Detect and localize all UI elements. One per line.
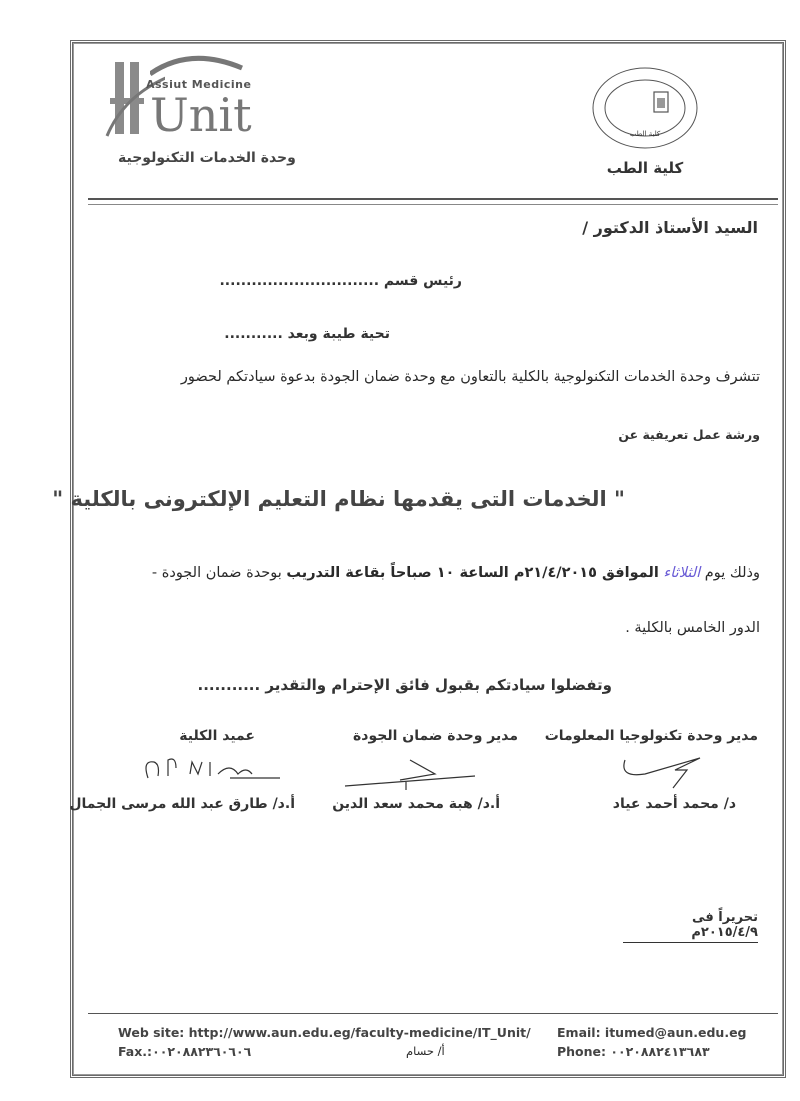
signatory-2-title: مدير وحدة ضمان الجودة [353, 728, 518, 744]
handwritten-day: الثلاثاء [663, 565, 701, 581]
signature-3-icon [140, 752, 285, 788]
closing-line: وتفضلوا سيادتكم بقبول فائق الإحترام والتقدير ........... [197, 676, 612, 694]
body-paragraph-1: تتشرف وحدة الخدمات التكنولوجية بالكلية بالتعاون مع وحدة ضمان الجودة بدعوة سيادتكم لحضور [180, 369, 760, 385]
footer-preparer: أ/ حسام [406, 1044, 445, 1058]
schedule-suffix: بوحدة ضمان الجودة - [151, 565, 282, 581]
signatory-2-name: أ.د/ هبة محمد سعد الدين [332, 796, 500, 812]
schedule-line [60, 565, 760, 581]
schedule-prefix: وذلك يوم [704, 565, 760, 581]
schedule-datetime: الموافق ٢١/٤/٢٠١٥م الساعة ١٠ صباحاً بقاعة التدريب [286, 565, 659, 581]
issue-date: تحريراً فى ٢٠١٥/٤/٩م [623, 910, 758, 943]
header-divider [88, 198, 778, 205]
logo-brand-small: Assiut Medicine [146, 78, 252, 91]
footer-email: Email: itumed@aun.edu.eg [557, 1025, 747, 1040]
workshop-title: " الخدمات التى يقدمها نظام التعليم الإلكترونى بالكلية " [52, 487, 625, 511]
faculty-seal-icon [590, 62, 700, 154]
department-line: رئيس قسم .............................. [219, 273, 462, 289]
signature-2-icon [340, 752, 480, 792]
it-unit-arabic-title: وحدة الخدمات التكنولوجية [118, 150, 296, 166]
signatory-1-name: د/ محمد أحمد عياد [612, 796, 736, 812]
salutation: السيد الأستاذ الدكتور / [582, 218, 758, 237]
logo-brand-large: Unit [150, 88, 252, 142]
svg-text:كلية الطب: كلية الطب [629, 130, 661, 138]
signatory-1-title: مدير وحدة تكنولوجيا المعلومات [544, 728, 758, 744]
footer-divider [88, 1013, 778, 1014]
greeting: تحية طيبة وبعد ........... [224, 326, 390, 342]
footer-website: Web site: http://www.aun.edu.eg/faculty-medicine/IT_Unit/ [118, 1025, 531, 1040]
signature-1-icon [615, 748, 705, 790]
footer-fax: Fax.:٠٠٢٠٨٨٢٣٦٠٦٠٦ [118, 1044, 252, 1059]
body-paragraph-2: ورشة عمل تعريفية عن [618, 427, 760, 442]
location-line: الدور الخامس بالكلية . [625, 620, 760, 636]
signatory-3-title: عميد الكلية [179, 728, 255, 744]
faculty-title: كلية الطب [606, 159, 684, 177]
signatory-3-name: أ.د/ طارق عبد الله مرسى الجمال [69, 796, 295, 812]
footer-phone: Phone: ٠٠٢٠٨٨٢٤١٣٦٨٣ [557, 1044, 710, 1059]
